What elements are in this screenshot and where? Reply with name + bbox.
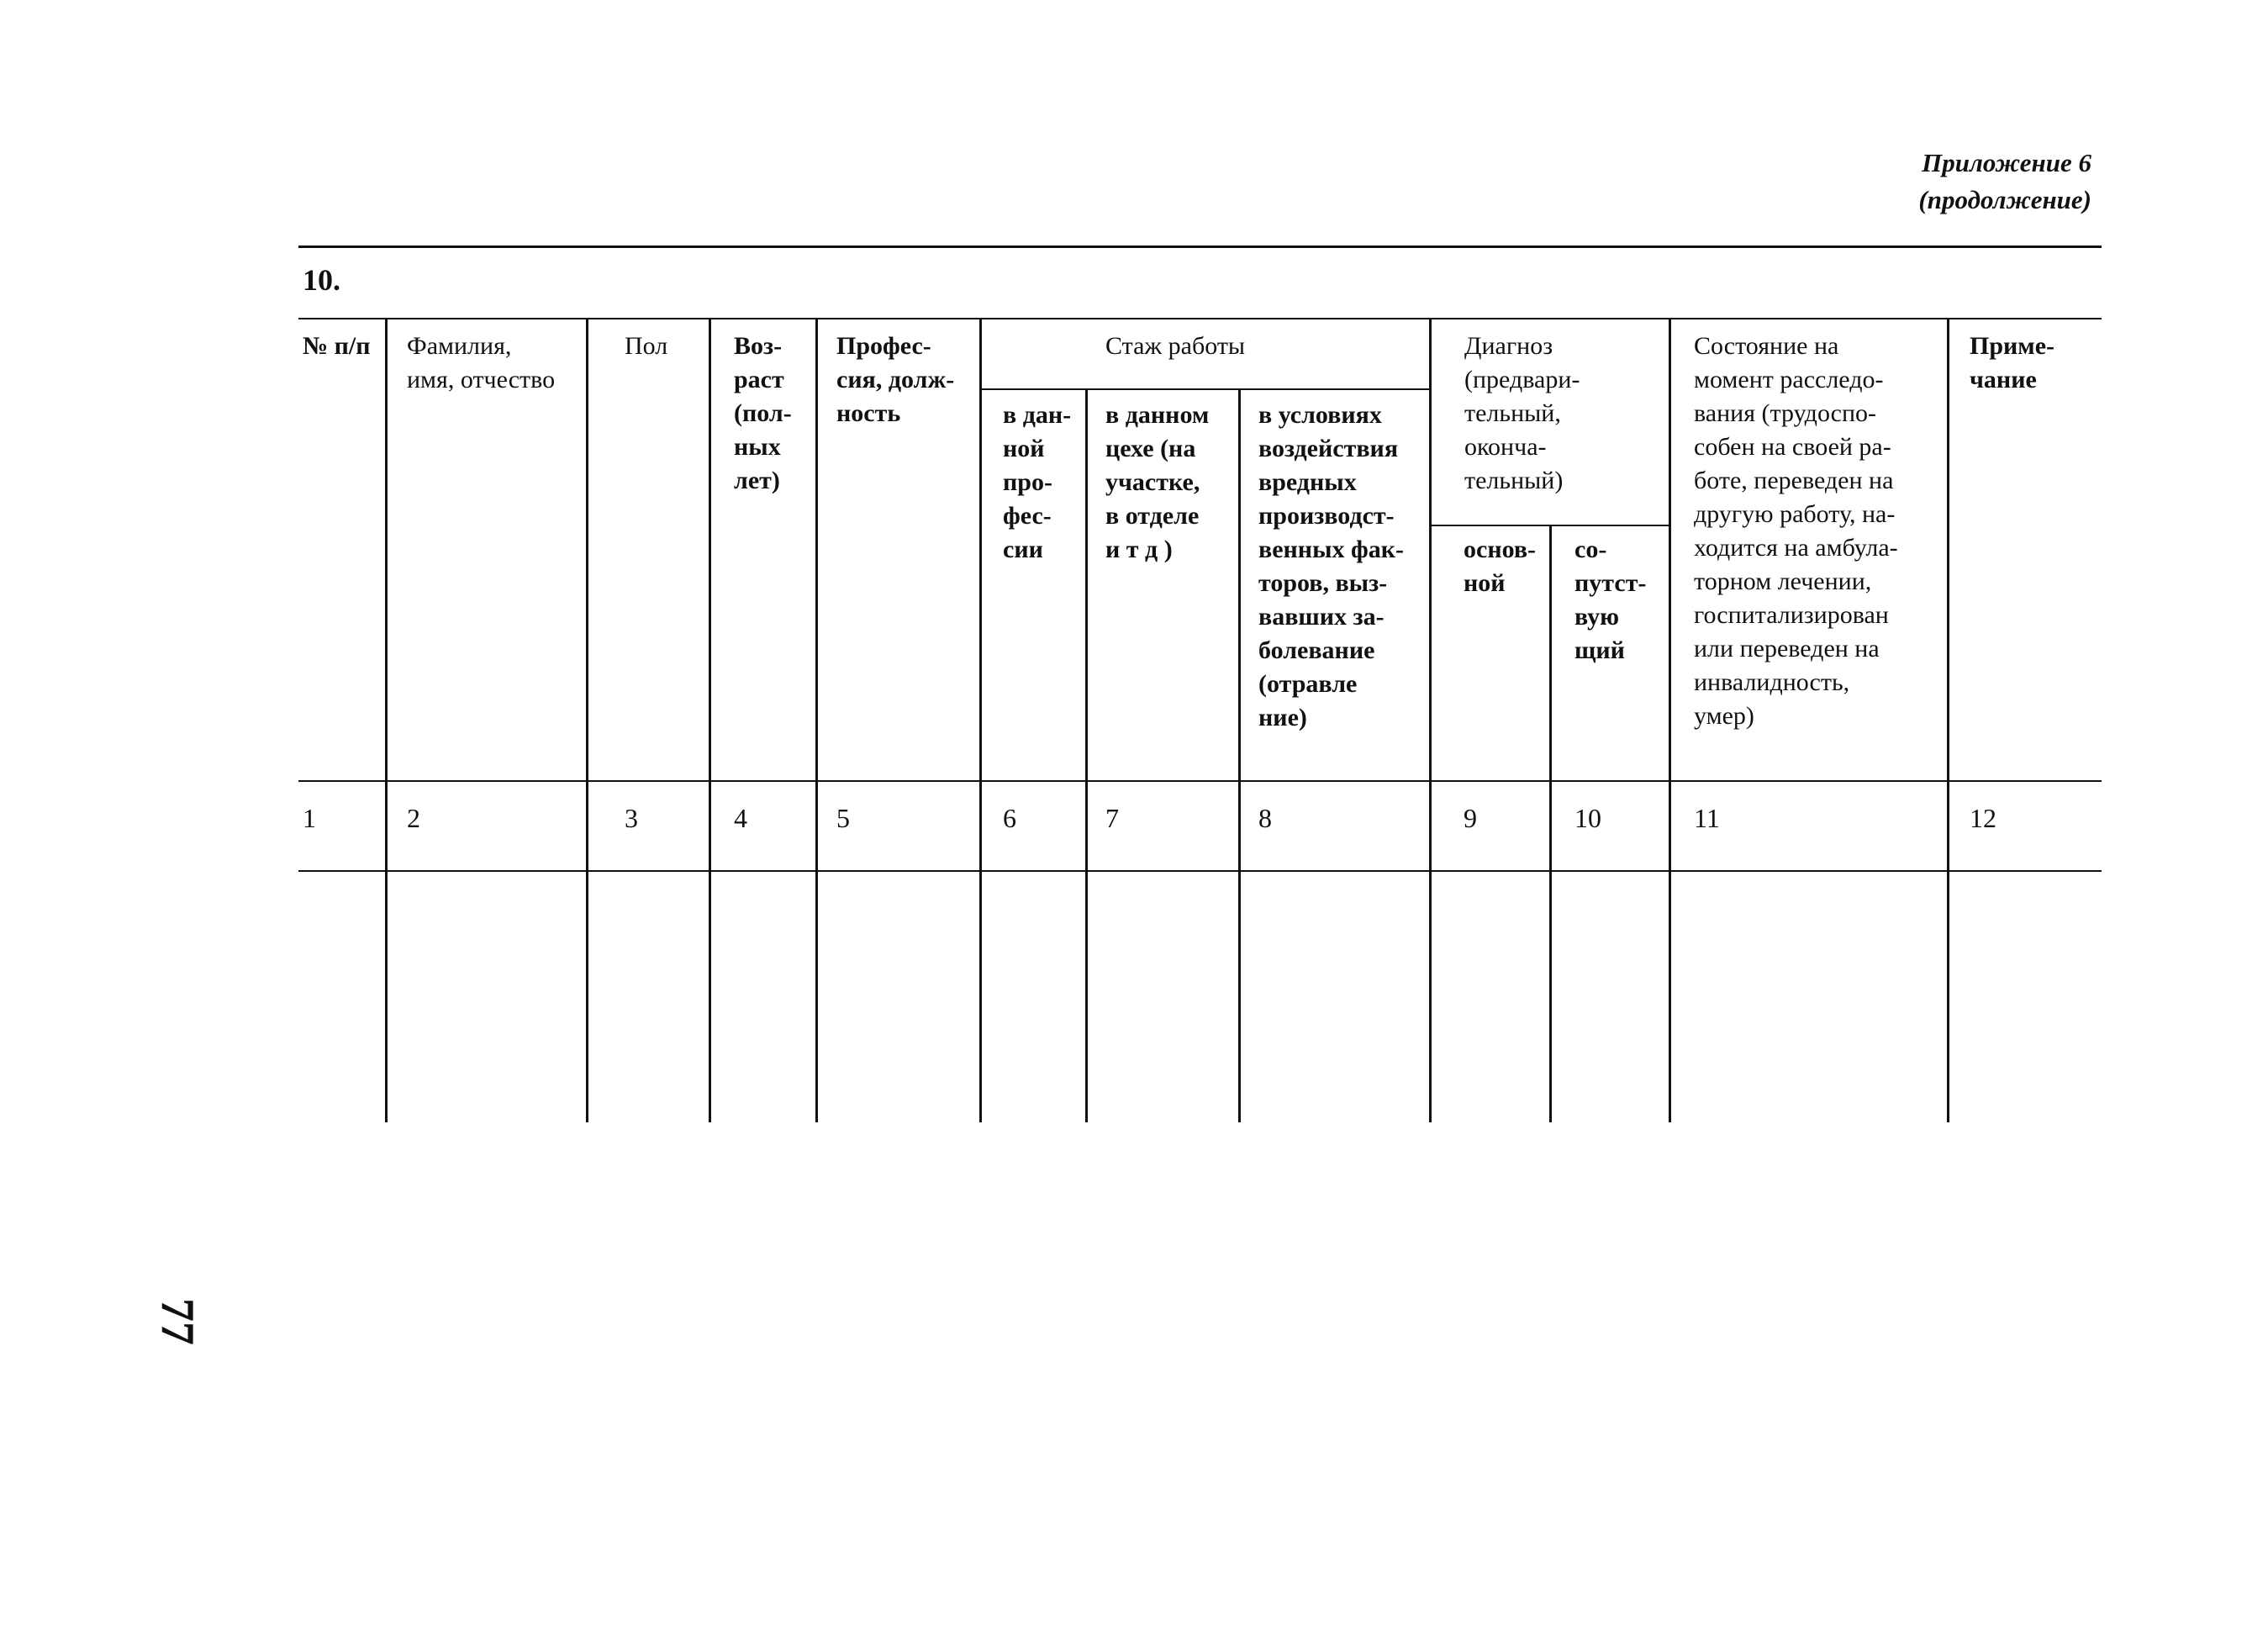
header-bottom-line <box>298 780 2102 782</box>
column-number-10: 10 <box>1574 803 1601 833</box>
top-rule <box>298 245 2102 248</box>
appendix-title: Приложение 6 <box>1922 148 2091 177</box>
appendix-subtitle: (продолжение) <box>1918 185 2091 214</box>
divider-v8 <box>1429 318 1432 1122</box>
divider-v11 <box>1947 318 1949 1122</box>
header-diagnosis-group: Диагноз (предвари- тельный, оконча- тельный) <box>1464 332 1580 494</box>
column-number-1: 1 <box>303 803 316 833</box>
header-stazh-profession: в дан- ной про- фес- сии <box>1003 401 1072 563</box>
column-number-6: 6 <box>1003 803 1016 833</box>
header-stazh-group: Стаж работы <box>1105 332 1246 360</box>
stazh-subheader-line <box>979 388 1429 390</box>
page-number: 77 <box>151 1298 203 1345</box>
header-stazh-workshop: в данном цехе (на участке, в отделе и т д ) <box>1105 401 1210 563</box>
appendix-label <box>1918 145 2091 219</box>
divider-v4 <box>815 318 818 1122</box>
header-sex: Пол <box>625 332 668 360</box>
column-number-7: 7 <box>1105 803 1119 833</box>
header-condition: Состояние на момент расследо- вания (трудоспо- собен на своей ра- боте, переведен на другую работу, на- ходится на амбула- торном лечении, госпитализирован или переведен на инвалидность, умер) <box>1694 332 1898 730</box>
divider-v7 <box>1238 388 1241 1122</box>
header-num: № п/п <box>303 332 371 360</box>
column-number-8: 8 <box>1258 803 1272 833</box>
header-age: Воз- раст (пол- ных лет) <box>734 332 792 494</box>
section-number: 10. <box>303 263 340 297</box>
header-profession: Профес- сия, долж- ность <box>836 332 955 427</box>
divider-v9 <box>1549 525 1552 1122</box>
header-diagnosis-accompanying: со- путст- вую щий <box>1574 536 1647 664</box>
column-number-3: 3 <box>625 803 638 833</box>
column-number-9: 9 <box>1464 803 1477 833</box>
divider-v6 <box>1085 388 1088 1122</box>
header-diagnosis-main: основ- ной <box>1464 536 1537 597</box>
divider-v10 <box>1669 318 1671 1122</box>
column-number-5: 5 <box>836 803 850 833</box>
divider-v3 <box>709 318 711 1122</box>
column-number-11: 11 <box>1694 803 1720 833</box>
header-stazh-harmful: в условиях воздействия вредных производст- венных фак- торов, выз- вавших за- болевание (отравле ние) <box>1258 401 1405 731</box>
column-number-12: 12 <box>1970 803 1996 833</box>
divider-v5 <box>979 318 982 1122</box>
divider-v1 <box>385 318 388 1122</box>
column-number-4: 4 <box>734 803 747 833</box>
divider-v2 <box>586 318 588 1122</box>
table-top-line <box>298 318 2102 319</box>
header-name: Фамилия, имя, отчество <box>407 332 556 393</box>
column-number-2: 2 <box>407 803 420 833</box>
header-note: Приме- чание <box>1970 332 2055 393</box>
numbers-bottom-line <box>298 870 2102 872</box>
